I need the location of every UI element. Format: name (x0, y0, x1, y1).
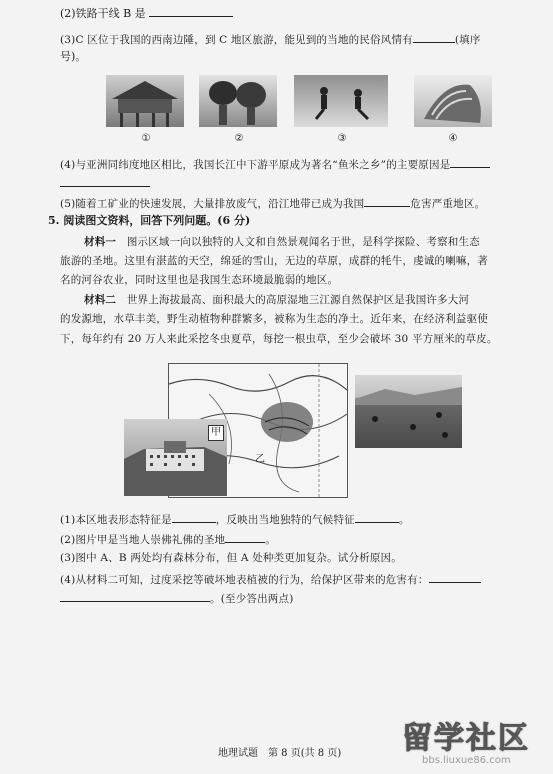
section-5-heading: 5. 阅读图文资料，回答下列问题。(6 分) (48, 214, 251, 227)
photo-stilt-house (106, 75, 184, 127)
photo-costume (414, 75, 492, 127)
sub-question-4-line2 (60, 590, 294, 606)
sub-question-2 (60, 531, 276, 547)
question-2-text: (2)铁路干线 B 是 (60, 7, 146, 20)
photo-label-2: ② (234, 133, 244, 144)
map-label-jia: 甲 (208, 425, 224, 441)
sub-question-1-text: (1)本区地表形态特征是 (60, 514, 172, 526)
material-1-label: 材料一 (84, 236, 117, 248)
answer-blank (60, 590, 210, 602)
watermark-logo: 留学社区 (402, 721, 530, 756)
answer-blank (429, 571, 481, 583)
photo-label-4: ④ (448, 133, 458, 144)
photo-label-1: ① (141, 133, 151, 144)
answer-blank (450, 156, 490, 168)
answer-blank (60, 175, 150, 187)
question-3-tail: (填序 (454, 34, 481, 46)
answer-blank (225, 531, 265, 543)
sub-question-2-text: (2)图片甲是当地人崇佛礼佛的圣地 (60, 534, 226, 546)
porters-image (199, 75, 277, 127)
question-3-text: (3)C 区位于我国的西南边陲，到 C 地区旅游，能见到的当地的民俗风情有 (60, 34, 413, 46)
answer-blank (364, 195, 410, 207)
material-2-line2: 的发源地，水草丰美，野生动植物种群繁多，被称为生态的净土。近年来，在经济利益驱使 (60, 313, 488, 325)
sub-question-1-end: 。 (398, 514, 410, 526)
sub-question-2-end: 。 (265, 534, 276, 546)
question-3-line2: 号)。 (60, 50, 87, 63)
photo-skating (294, 75, 388, 127)
material-1-text: 图示区域一向以独特的人文和自然景观闻名于世，是科学探险、考察和生态 (126, 236, 480, 248)
material-1-line1 (84, 235, 480, 249)
material-2-text: 世界上海拔最高、面积最大的高原湿地三江源自然保护区是我国许多大河 (126, 294, 470, 306)
stilt-house-image (106, 75, 184, 127)
material-1-line3: 名的河谷农业，同时这里也是我国生态环境最脆弱的地区。 (60, 274, 339, 286)
sub-question-3: (3)图中 A、B 两处均有森林分布，但 A 处种类更加复杂。试分析原因。 (60, 552, 403, 564)
material-2-label: 材料二 (84, 294, 117, 306)
answer-blank (355, 511, 399, 523)
question-5-line (60, 195, 485, 211)
watermark-url: bbs.liuxue86.com (422, 755, 511, 766)
question-2 (60, 5, 233, 21)
page-footer: 地理试题 第 8 页(共 8 页) (218, 748, 342, 759)
costume-image (414, 75, 492, 127)
question-3-line1 (60, 31, 481, 47)
photo-porters (199, 75, 277, 127)
question-5-text: (5)随着工矿业的快速发展，大量排放废气，沿江地带已成为我国 (60, 198, 365, 210)
sub-question-1 (60, 511, 410, 527)
answer-blank (149, 5, 233, 17)
grassland-image (355, 375, 462, 448)
material-1-line2: 旅游的圣地。这里有湛蓝的天空，绵延的雪山，无边的草原，成群的牦牛，虔诚的喇嘛，著 (60, 255, 488, 267)
map-label-yi: 乙 (255, 454, 265, 465)
question-4-text: (4)与亚洲同纬度地区相比，我国长江中下游平原成为著名“鱼米之乡”的主要原因是 (60, 159, 451, 171)
material-2-line1 (84, 293, 469, 307)
question-4-line2 (60, 175, 150, 191)
question-5-tail: 危害严重地区。 (410, 198, 486, 210)
sub-question-1-mid: ，反映出当地独特的气候特征 (215, 514, 355, 526)
answer-blank (413, 31, 455, 43)
photo-jia-palace (124, 419, 227, 496)
question-4-line1 (60, 156, 490, 172)
sub-question-4-text: (4)从材料二可知，过度采挖等破坏地表植被的行为，给保护区带来的危害有： (60, 574, 429, 586)
answer-blank (172, 511, 216, 523)
skating-image (294, 75, 388, 127)
sub-question-4-tail: 。(至少答出两点) (210, 593, 294, 605)
sub-question-4-line1 (60, 571, 481, 587)
photo-grassland (355, 375, 462, 448)
photo-label-3: ③ (337, 133, 347, 144)
material-2-line3: 下，每年约有 20 万人来此采挖冬虫夏草，每挖一根虫草，至少会破坏 30 平方厘米的草皮。 (60, 333, 498, 345)
